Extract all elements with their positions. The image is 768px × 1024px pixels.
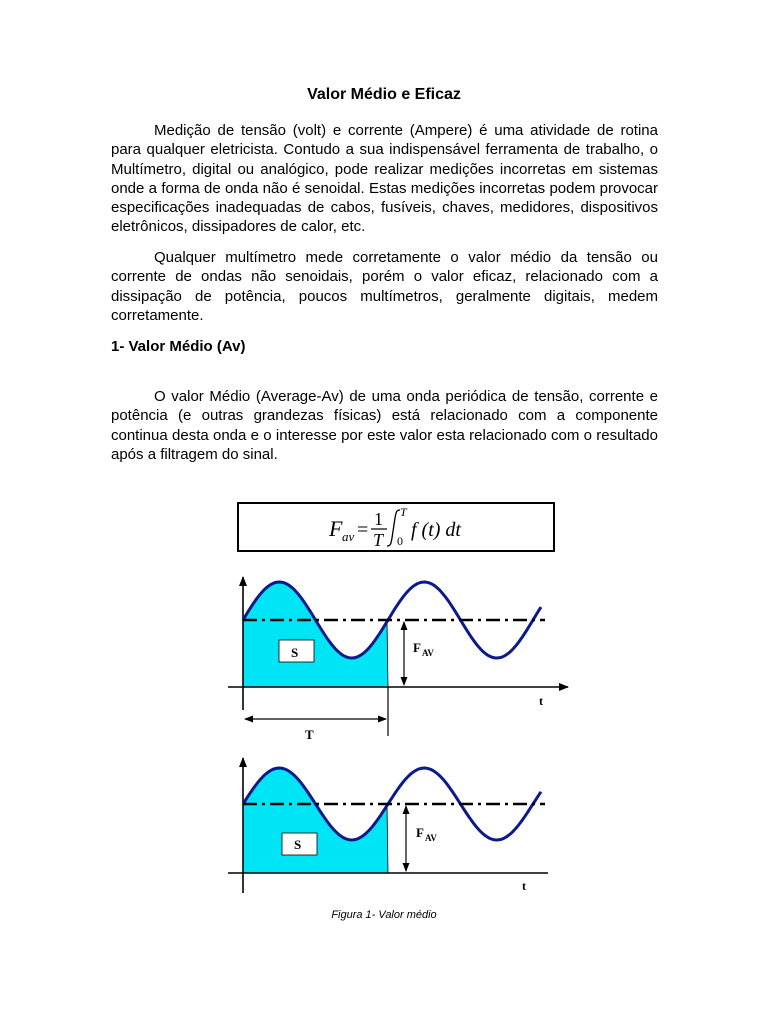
formula-lhs-sub: av xyxy=(342,529,355,544)
average-value-figure xyxy=(0,560,768,905)
paragraph-2 xyxy=(111,248,658,325)
fav-label-sub-1: AV xyxy=(422,648,434,658)
paragraph-1 xyxy=(111,121,658,237)
figure-caption: Figura 1- Valor médio xyxy=(331,909,437,921)
paragraph-2-text: Qualquer multímetro mede corretamente o valor médio da tensão ou corrente de ondas não senoidais, porém o valor eficaz, relacionado com a dissipação de potência, poucos multímetros, geralmente digitais, medem corretamente. xyxy=(111,249,658,324)
graph-1 xyxy=(228,577,568,742)
formula-frac-den: T xyxy=(373,530,384,550)
formula-box xyxy=(237,502,555,552)
formula-frac-num: 1 xyxy=(374,509,383,529)
graph-2 xyxy=(228,758,548,893)
area-fill-2 xyxy=(243,768,388,873)
fav-label-2: F xyxy=(416,825,424,840)
s-label-2: S xyxy=(294,837,302,852)
formula-equals: = xyxy=(357,519,369,541)
formula-int-lower: 0 xyxy=(397,534,403,548)
paragraph-3 xyxy=(111,387,658,464)
fav-label-sub-2: AV xyxy=(425,833,437,843)
t-axis-label-1: t xyxy=(539,694,543,708)
paragraph-3-text: O valor Médio (Average-Av) de uma onda periódica de tensão, corrente e potência (e outras grandezas físicas) está relacionado com a componente continua desta onda e o interesse por este valor esta relacionado com o resultado após a filtragem do sinal. xyxy=(111,388,658,463)
fav-label-1: F xyxy=(413,640,421,655)
formula-integrand: f (t) dt xyxy=(411,519,461,541)
t-axis-label-2: t xyxy=(522,879,526,893)
area-fill-1 xyxy=(243,582,388,687)
s-label-1: S xyxy=(291,645,299,660)
period-label: T xyxy=(305,727,314,742)
section-heading: 1- Valor Médio (Av) xyxy=(111,338,246,355)
paragraph-1-text: Medição de tensão (volt) e corrente (Ampere) é uma atividade de rotina para qualquer eletricista. Contudo a sua indispensável ferramenta de trabalho, o Multímetro, digital ou analógico, pode realizar medições incorretas em sistemas onde a forma de onda não é senoidal. Estas medições incorretas podem provocar especificações inadequadas de cabos, fusíveis, chaves, medidores, dispositivos eletrônicos, dissipadores de calor, etc. xyxy=(111,122,658,236)
formula-int-upper: T xyxy=(400,505,407,519)
formula-svg xyxy=(239,504,553,550)
page-title: Valor Médio e Eficaz xyxy=(307,86,461,103)
formula-lhs-f: F xyxy=(329,516,343,541)
